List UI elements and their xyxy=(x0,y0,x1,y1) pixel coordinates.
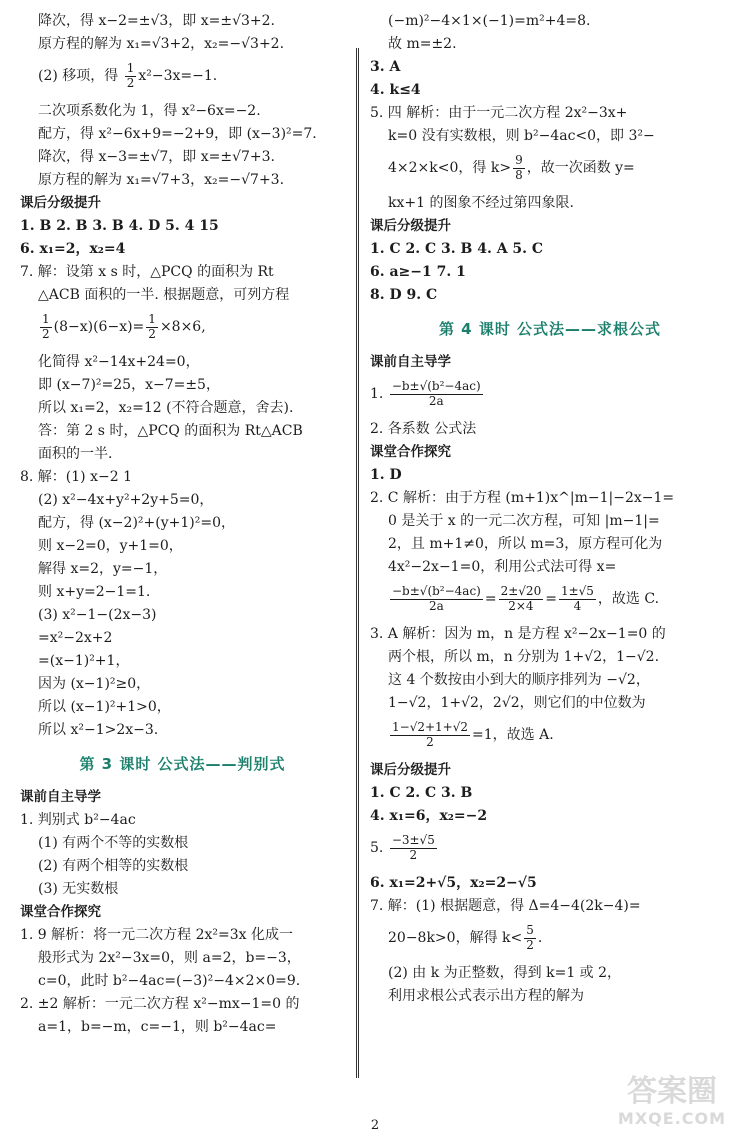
fraction: $\frac{1\pm√5}{4}$ xyxy=(560,583,594,613)
text-line: 1−√2，1+√2，2√2，则它们的中位数为 xyxy=(388,695,646,711)
text-line: 两个根，所以 m，n 分别为 1+√2，1−√2. xyxy=(388,649,660,665)
section-heading: 课前自主导学 xyxy=(370,354,451,370)
text-line: 所以 (x−1)²+1>0， xyxy=(38,699,171,715)
text-line: (3) 无实数根 xyxy=(38,881,119,897)
text-line: (−m)²−4×1×(−1)=m²+4=8. xyxy=(388,13,591,29)
text-line: (2) 由 k 为正整数，得到 k=1 或 2， xyxy=(388,965,622,981)
watermark-line2: MXQE.COM xyxy=(617,1109,727,1128)
text-line: 般形式为 2x²−3x=0，则 a=2，b=−3， xyxy=(38,950,301,966)
fraction: $\frac{\text{−b±√(b²−4ac)}}{2a}$ xyxy=(392,583,481,613)
fraction: $\frac{\text{−b±√(b²−4ac)}}{2a}$ xyxy=(391,378,481,408)
text-line: 2，且 m+1≠0，所以 m=3，原方程可化为 xyxy=(388,536,663,552)
text-line: 配方，得 (x−2)²+(y+1)²=0， xyxy=(38,515,235,531)
answer-line: 6. x₁=2+√5，x₂=2−√5 xyxy=(370,875,537,891)
answer-line: 4. k≤4 xyxy=(370,82,421,98)
answer-line: 7. 解：设第 x s 时，△PCQ 的面积为 Rt xyxy=(20,264,274,280)
text-line: 降次，得 x−3=±√7，即 x=±√7+3. xyxy=(38,149,275,165)
answer-line: 5. 四 解析：由于一元二次方程 2x²−3x+ xyxy=(370,105,628,121)
answer-line: 1. C 2. C 3. B xyxy=(370,785,473,801)
text-line: a=1，b=−m，c=−1，则 b²−4ac= xyxy=(38,1019,277,1035)
text-line: 配方，得 x²−6x+9=−2+9，即 (x−3)²=7. xyxy=(38,126,317,142)
lesson-banner: 第 3 课时 公式法——判别式 xyxy=(79,754,286,773)
text-line: (2) x²−4x+y²+2y+5=0， xyxy=(38,492,214,508)
text-line: 则 x−2=0，y+1=0， xyxy=(38,538,183,554)
text-line: 这 4 个数按由小到大的顺序排列为 −√2， xyxy=(388,672,650,688)
right-column xyxy=(370,10,730,1008)
fraction: $\frac{5}{2}$ xyxy=(526,922,534,952)
answer-line: 7. 解：(1) 根据题意，得 Δ=4−4(2k−4)= xyxy=(370,898,641,914)
text-line: k=0 没有实数根，则 b²−4ac<0，即 3²− xyxy=(388,128,655,144)
column-divider xyxy=(356,48,359,1078)
text-line: 4x²−2x−1=0，利用公式法可得 x= xyxy=(388,559,617,575)
text-line: (2) 移项，得 $\frac{1}{2}$ x²−3x=−1. xyxy=(38,60,218,90)
text-line: 因为 (x−1)²≥0， xyxy=(38,676,151,692)
text-line: (1) 有两个不等的实数根 xyxy=(38,835,189,851)
text-line: =x²−2x+2 xyxy=(38,630,113,646)
equation-line: $\frac{1}{2}$ (8−x)(6−x)= $\frac{1}{2}$ ×8×6, xyxy=(42,311,206,341)
answer-line: 2. 各系数 公式法 xyxy=(370,421,477,437)
answer-line: 1. 判别式 b²−4ac xyxy=(20,812,136,828)
text-line: 所以 x²−1>2x−3. xyxy=(38,722,159,738)
section-heading: 课堂合作探究 xyxy=(370,444,451,460)
answer-line: 8. D 9. C xyxy=(370,287,438,303)
text-line: 4×2×k<0，得 k> $\frac{9}{8}$ ，故一次函数 y= xyxy=(388,152,635,182)
text-line: 所以 x₁=2，x₂=12 (不符合题意，舍去). xyxy=(38,400,294,416)
section-heading: 课后分级提升 xyxy=(20,195,101,211)
text-line: (3) x²−1−(2x−3) xyxy=(38,607,157,623)
watermark-line1: 答案圈 xyxy=(627,1074,717,1109)
text-line: (2) 有两个相等的实数根 xyxy=(38,858,189,874)
section-heading: 课后分级提升 xyxy=(370,218,451,234)
text-line: 原方程的解为 x₁=√7+3，x₂=−√7+3. xyxy=(38,172,285,188)
text-line: c=0，此时 b²−4ac=(−3)²−4×2×0=9. xyxy=(38,973,301,989)
page-number: 2 xyxy=(370,1118,380,1133)
text-line: 0 是关于 x 的一元二次方程，可知 |m−1|= xyxy=(388,513,660,529)
text-line: 化简得 x²−14x+24=0， xyxy=(38,354,200,370)
text-line: 答：第 2 s 时，△PCQ 的面积为 Rt△ACB xyxy=(38,423,303,439)
text-line: 利用求根公式表示出方程的解为 xyxy=(388,988,584,1004)
fraction: $\frac{1}{2}$ xyxy=(126,60,135,90)
fraction: $\frac{9}{8}$ xyxy=(515,152,523,182)
text-line: 即 (x−7)²=25，x−7=±5， xyxy=(38,377,220,393)
equation-line: $\frac{1-√2+1+√2}{2}$ =1，故选 A. xyxy=(392,719,554,749)
answer-line: 1. $\frac{\text{−b±√(b²−4ac)}}{2a}$ xyxy=(370,378,481,408)
section-heading: 课堂合作探究 xyxy=(20,904,101,920)
answer-line: 1. 9 解析：将一元二次方程 2x²=3x 化成一 xyxy=(20,927,294,943)
fraction: $\frac{1}{2}$ xyxy=(42,311,50,341)
text-line: 降次，得 x−2=±√3，即 x=±√3+2. xyxy=(38,13,275,29)
left-column xyxy=(20,10,345,1039)
fraction: $\frac{-3\pm√5}{2}$ xyxy=(391,832,435,862)
fraction: $\frac{2\pm√20}{2\times 4}$ xyxy=(500,583,542,613)
text-line: kx+1 的图象不经过第四象限. xyxy=(388,195,574,211)
text-line: 原方程的解为 x₁=√3+2，x₂=−√3+2. xyxy=(38,36,285,52)
answer-line: 8. 解：(1) x−2 1 xyxy=(20,469,132,485)
answer-line: 3. A xyxy=(370,59,401,75)
fraction: $\frac{1}{2}$ xyxy=(148,311,156,341)
text-line: 面积的一半. xyxy=(38,446,113,462)
answer-line: 5. $\frac{-3\pm√5}{2}$ xyxy=(370,832,435,862)
text-line: △ACB 面积的一半. 根据题意，可列方程 xyxy=(38,287,290,303)
answer-line: 1. B 2. B 3. B 4. D 5. 4 15 xyxy=(20,218,219,234)
answer-line: 3. A 解析：因为 m，n 是方程 x²−2x−1=0 的 xyxy=(370,626,666,642)
lesson-banner: 第 4 课时 公式法——求根公式 xyxy=(438,319,662,338)
fraction: $\frac{1-√2+1+√2}{2}$ xyxy=(392,719,468,749)
text-line: =(x−1)²+1， xyxy=(38,653,130,669)
answer-line: 2. C 解析：由于方程 (m+1)x^|m−1|−2x−1= xyxy=(370,490,675,506)
section-heading: 课前自主导学 xyxy=(20,789,101,805)
answer-line: 1. C 2. C 3. B 4. A 5. C xyxy=(370,241,544,257)
text-line: 解得 x=2，y=−1， xyxy=(38,561,168,577)
section-heading: 课后分级提升 xyxy=(370,762,451,778)
equation-line: $\frac{\text{−b±√(b²−4ac)}}{2a}$ = $\frac{2\pm√20}{2\times 4}$ = $\frac{1\pm√5}{4}$ ，故选 C. xyxy=(392,583,660,613)
text-line: 20−8k>0，解得 k< $\frac{5}{2}$ . xyxy=(388,922,543,952)
answer-line: 1. D xyxy=(370,467,402,483)
text-line: 二次项系数化为 1，得 x²−6x=−2. xyxy=(38,103,261,119)
text-line: 故 m=±2. xyxy=(388,36,457,52)
answer-line: 6. a≥−1 7. 1 xyxy=(370,264,466,280)
text-line: 则 x+y=2−1=1. xyxy=(38,584,151,600)
answer-line: 6. x₁=2，x₂=4 xyxy=(20,241,126,257)
watermark-logo xyxy=(612,1075,732,1135)
answer-line: 4. x₁=6，x₂=−2 xyxy=(370,808,488,824)
answer-line: 2. ±2 解析：一元二次方程 x²−mx−1=0 的 xyxy=(20,996,300,1012)
